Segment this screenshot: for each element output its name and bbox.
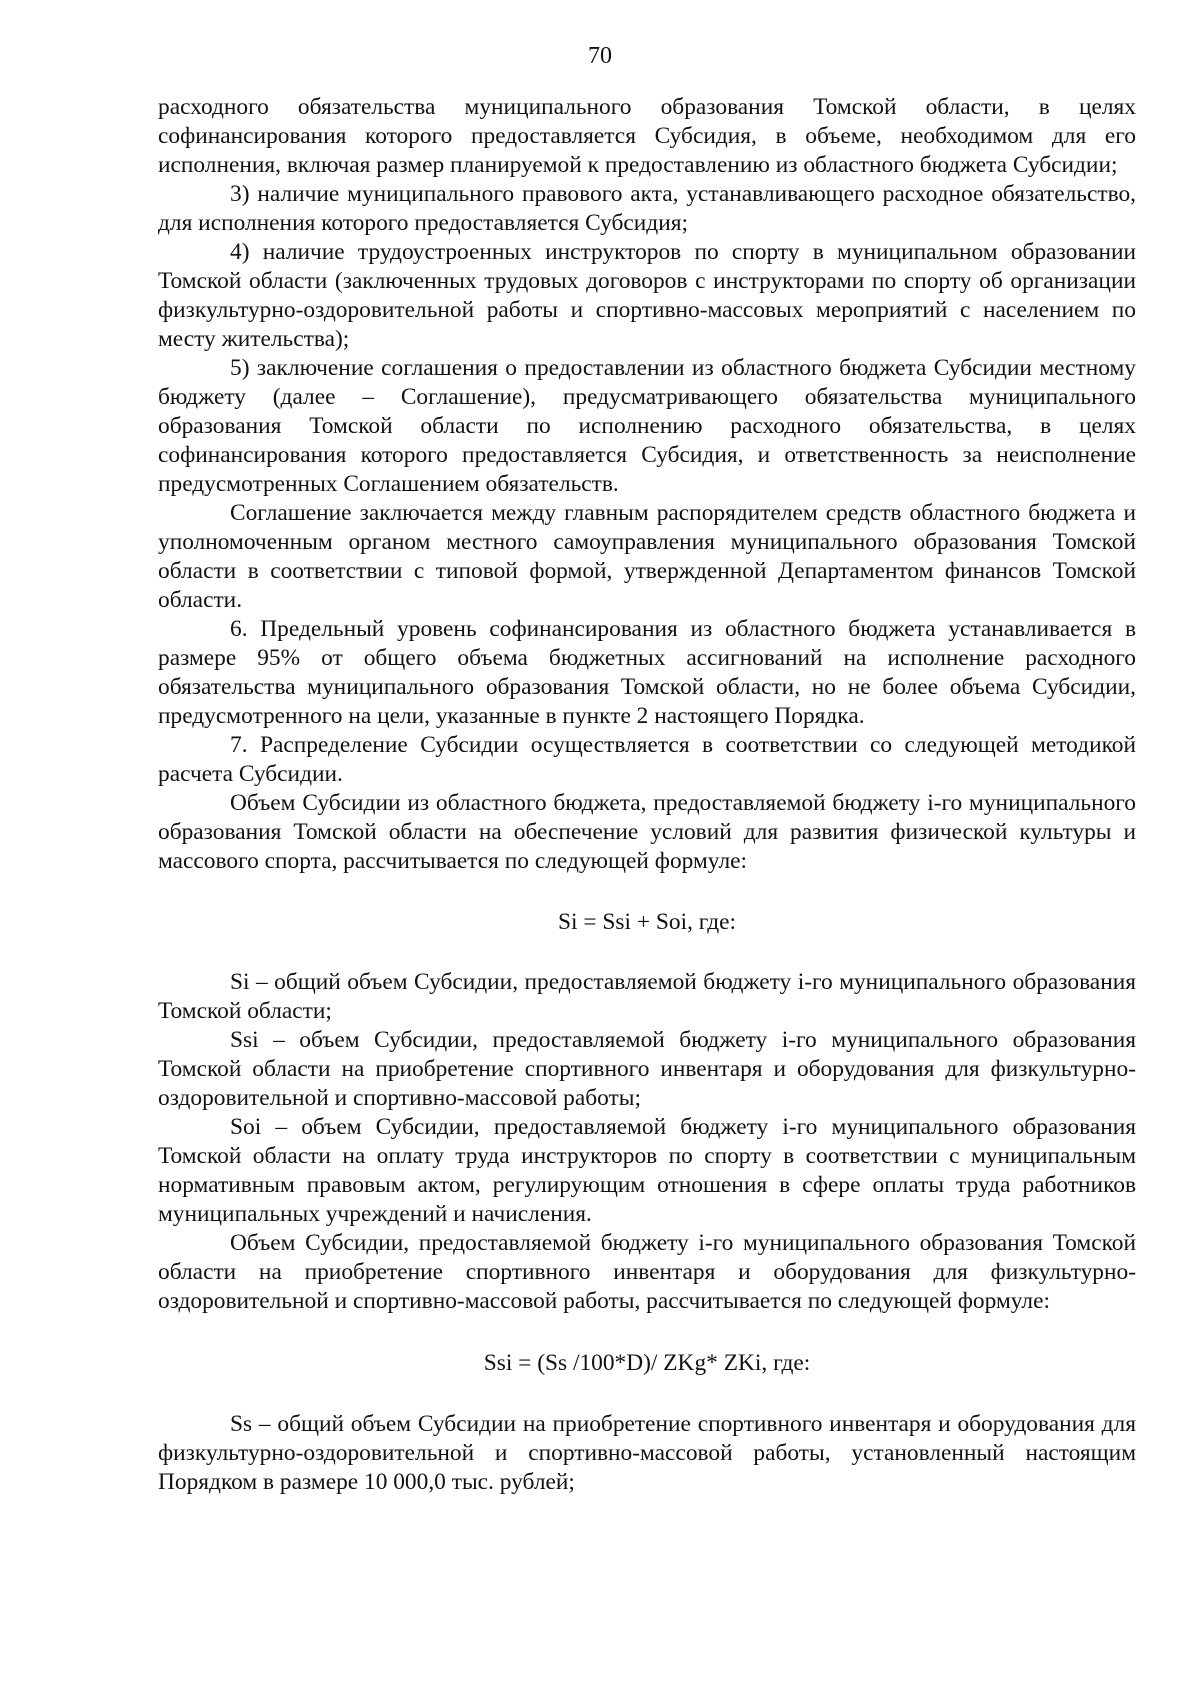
paragraph-condition-4: 4) наличие трудоустроенных инструкторов по спорту в муниципальном образовании Томской области (заключенных трудовых договоров с инструкторами по спорту об организации физкультурно-оздоровительной работы и спортивно-массовых мероприятий с населением по месту жительства); xyxy=(158,239,1136,352)
formula-ssi: Ssi = (Ss /100*D)/ ZKg* ZKi, где: xyxy=(483,1350,811,1376)
paragraph-subsidy-volume: Объем Субсидии из областного бюджета, предоставляемой бюджету i-го муниципального образования Томской области на обеспечение условий для развития физической культуры и массового спорта, рассчитывается по следующей формуле: xyxy=(158,790,1136,874)
paragraph-ssi-volume: Объем Субсидии, предоставляемой бюджету i-го муниципального образования Томской области на приобретение спортивного инвентаря и оборудования для физкультурно-оздоровительной и спортивно-массовой работы, рассчитывается по следующей формуле: xyxy=(158,1230,1136,1314)
page-number: 70 xyxy=(588,43,612,69)
document-body xyxy=(158,93,1136,1497)
paragraph-item-7: 7. Распределение Субсидии осуществляется в соответствии со следующей методикой расчета Субсидии. xyxy=(158,732,1136,787)
paragraph-continuation: расходного обязательства муниципального образования Томской области, в целях софинансирования которого предоставляется Субсидия, в объеме, необходимом для его исполнения, включая размер планируемой к предоставлению из областного бюджета Субсидии; xyxy=(158,94,1136,178)
paragraph-item-6: 6. Предельный уровень софинансирования из областного бюджета устанавливается в размере 95% от общего объема бюджетных ассигнований на исполнение расходного обязательства муниципального образования Томской области, но не более объема Субсидии, предусмотренного на цели, указанные в пункте 2 настоящего Порядка. xyxy=(158,616,1136,729)
paragraph-agreement: Соглашение заключается между главным распорядителем средств областного бюджета и уполномоченным органом местного самоуправления муниципального образования Томской области в соответствии с типовой формой, утвержденной Департаментом финансов Томской области. xyxy=(158,500,1136,613)
paragraph-condition-3: 3) наличие муниципального правового акта, устанавливающего расходное обязательство, для исполнения которого предоставляется Субсидия; xyxy=(158,181,1136,236)
definition-soi: Soi – объем Субсидии, предоставляемой бюджету i-го муниципального образования Томской области на оплату труда инструкторов по спорту в соответствии с муниципальным нормативным правовым актом, регулирующим отношения в сфере оплаты труда работников муниципальных учреждений и начисления. xyxy=(158,1114,1136,1227)
definition-ss: Ss – общий объем Субсидии на приобретение спортивного инвентаря и оборудования для физкультурно-оздоровительной и спортивно-массовой работы, установленный настоящим Порядком в размере 10 000,0 тыс. рублей; xyxy=(158,1411,1136,1495)
definition-ssi: Ssi – объем Субсидии, предоставляемой бюджету i-го муниципального образования Томской области на приобретение спортивного инвентаря и оборудования для физкультурно-оздоровительной и спортивно-массовой работы; xyxy=(158,1027,1136,1111)
formula-si: Si = Ssi + Soi, где: xyxy=(558,909,736,935)
paragraph-condition-5: 5) заключение соглашения о предоставлении из областного бюджета Субсидии местному бюджету (далее – Соглашение), предусматривающего обязательства муниципального образования Томской области по исполнению расходного обязательства, в целях софинансирования которого предоставляется Субсидия, и ответственность за неисполнение предусмотренных Соглашением обязательств. xyxy=(158,355,1136,497)
definition-si: Si – общий объем Субсидии, предоставляемой бюджету i-го муниципального образования Томской области; xyxy=(158,969,1136,1024)
